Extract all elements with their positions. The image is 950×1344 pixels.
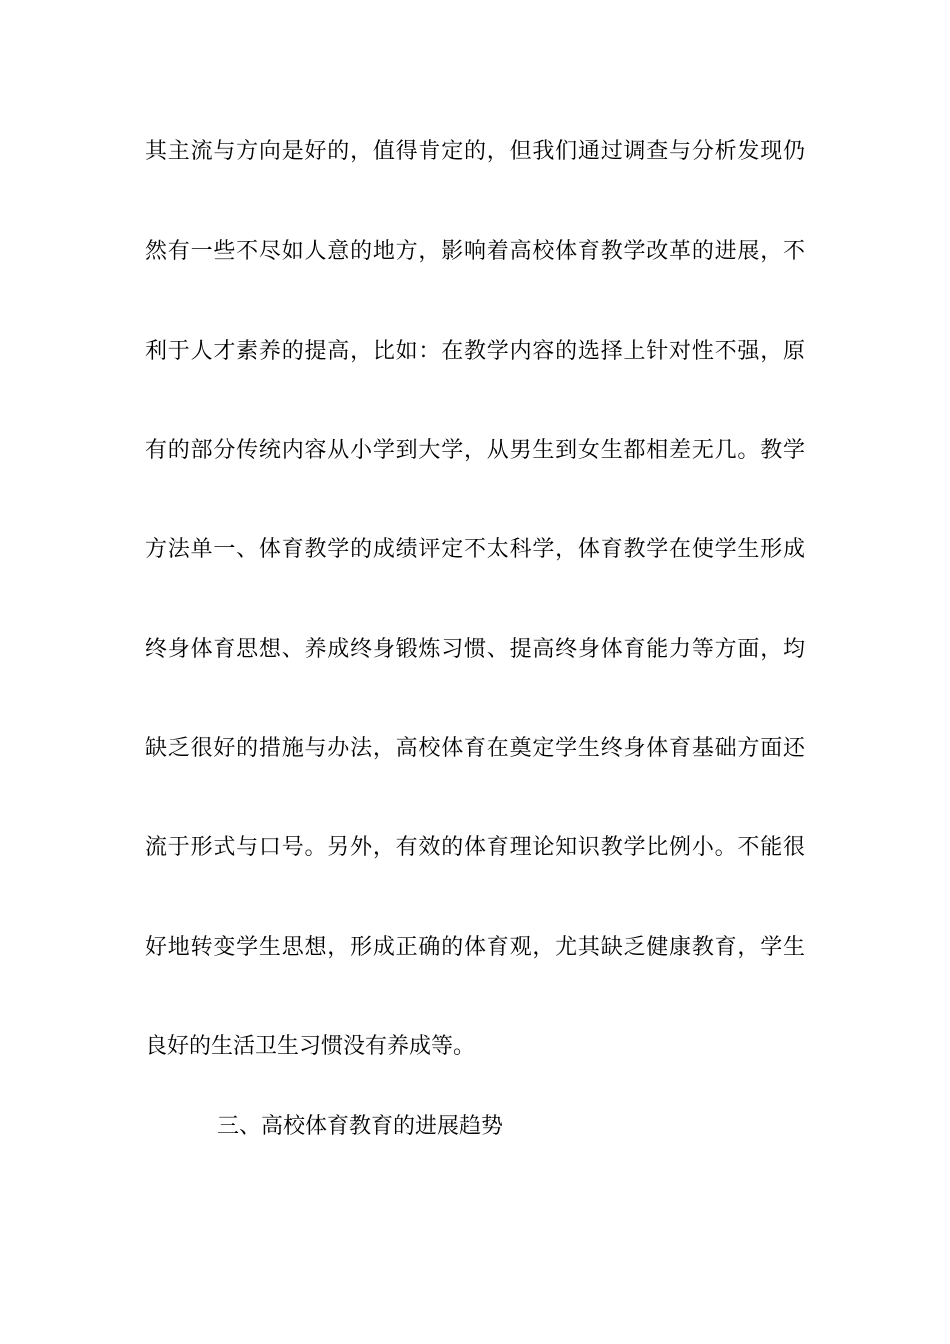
body-text-line-7: 缺乏很好的措施与办法，高校体育在奠定学生终身体育基础方面还 <box>145 736 805 761</box>
body-text-line-10: 良好的生活卫生习惯没有养成等。 <box>145 1034 476 1059</box>
body-text-line-8: 流于形式与口号。另外，有效的体育理论知识教学比例小。不能很 <box>145 835 805 860</box>
body-text-line-6: 终身体育思想、养成终身锻炼习惯、提高终身体育能力等方面，均 <box>145 637 805 662</box>
body-text-line-4: 有的部分传统内容从小学到大学，从男生到女生都相差无几。教学 <box>145 438 805 463</box>
body-text-line-3: 利于人才素养的提高，比如：在教学内容的选择上针对性不强，原 <box>145 339 805 364</box>
body-text-line-5: 方法单一、体育教学的成绩评定不太科学，体育教学在使学生形成 <box>145 537 805 562</box>
section-heading: 三、高校体育教育的进展趋势 <box>217 1114 504 1139</box>
body-text-line-9: 好地转变学生思想，形成正确的体育观，尤其缺乏健康教育，学生 <box>145 935 805 960</box>
body-text-line-1: 其主流与方向是好的，值得肯定的，但我们通过调查与分析发现仍 <box>145 139 805 164</box>
body-text-line-2: 然有一些不尽如人意的地方，影响着高校体育教学改革的进展，不 <box>145 239 805 264</box>
